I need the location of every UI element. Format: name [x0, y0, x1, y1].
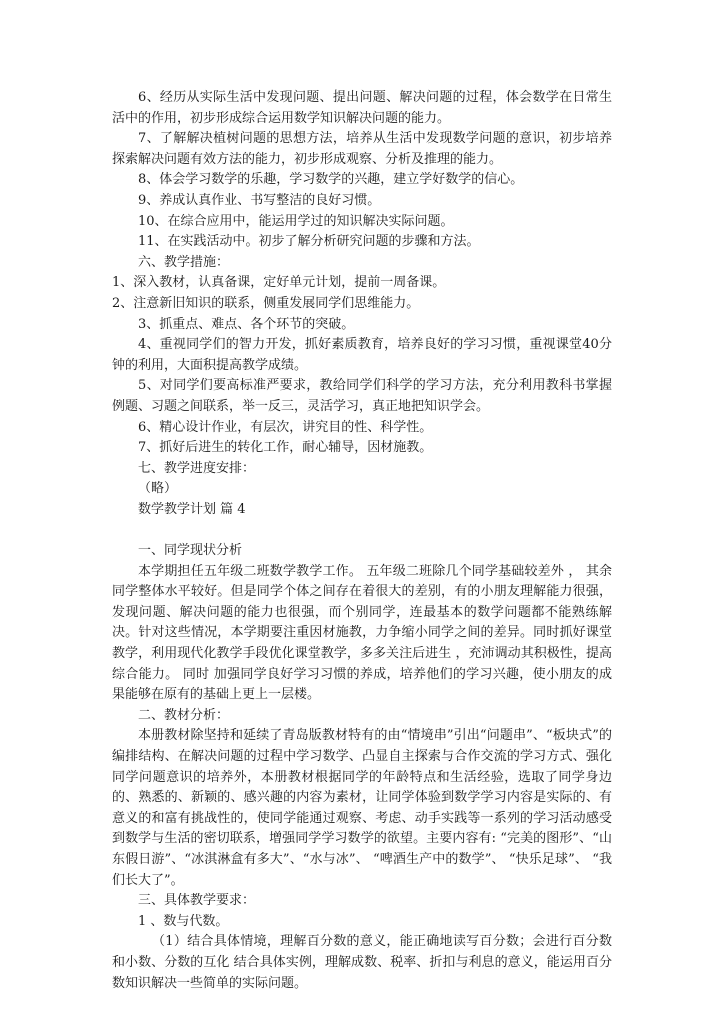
paragraph: 6、经历从实际生活中发现问题、提出问题、解决问题的过程，体会数学在日常生活中的作用，初步形成综合运用数学知识解决问题的能力。 [112, 90, 612, 126]
paragraph: 4、重视同学们的智力开发，抓好素质教育，培养良好的学习习惯，重视课堂40分钟的利用，大面积提高教学成绩。 [112, 337, 612, 373]
paragraph: 本册教材除坚持和延续了青岛版教材特有的由“情境串”引出“问题串”、“板块式”的编排结构、在解决问题的过程中学习数学、凸显自主探索与合作交流的学习方式、强化同学问题意识的培养外，本册教材根据同学的年龄特点和生活经验，选取了同学身边的、熟悉的、新颖的、感兴趣的内容为素材，让同学体验到数学学习内容是实际的、有意义的和富有挑战性的，使同学能通过观察、考虑、动手实践等一系列的学习活动感受到数学与生活的密切联系，增强同学学习数学的欲望。主要内容有: “完美的图形”、“山东假日游”、“冰淇淋盒有多大”、“水与冰”、 “啤酒生产中的数学”、 “快乐足球”、 “我们长大了”。 [112, 728, 612, 888]
section-heading: 六、教学措施： [138, 254, 230, 270]
subsection-heading: 1 、数与代数。 [138, 913, 229, 929]
section-heading: 二、教材分析： [138, 707, 230, 723]
paragraph: 10、在综合应用中，能运用学过的知识解决实际问题。 [138, 213, 454, 229]
paragraph: 5、对同学们要高标准严要求，教给同学们科学的学习方法，充分利用教科书掌握例题、习题之间联系，举一反三，灵活学习，真正地把知识学会。 [112, 378, 612, 414]
paragraph: 3、抓重点、难点、各个环节的突破。 [138, 316, 355, 332]
section-heading: 七、教学进度安排： [138, 460, 256, 476]
paragraph: （1）结合具体情境，理解百分数的意义，能正确地读写百分数；会进行百分数和小数、分数的互化 结合具体实例，理解成数、税率、折扣与利息的意义，能运用百分数知识解决一些简单的实际问题。 [112, 934, 612, 991]
document-body [112, 88, 612, 994]
section-heading: 三、具体教学要求： [138, 893, 256, 909]
paragraph: 2、注意新旧知识的联系，侧重发展同学们思维能力。 [112, 295, 420, 311]
paragraph: （略） [138, 481, 178, 497]
paragraph: 11、在实践活动中。初步了解分析研究问题的步骤和方法。 [138, 234, 480, 250]
paragraph: 7、了解解决植树问题的思想方法，培养从生活中发现数学问题的意识，初步培养探索解决问题有效方法的能力，初步形成观察、分析及推理的能力。 [112, 131, 612, 167]
paragraph: 8、体会学习数学的乐趣，学习数学的兴趣，建立学好数学的信心。 [138, 172, 524, 188]
document-title: 数学教学计划 篇 4 [138, 501, 246, 517]
paragraph: 7、抓好后进生的转化工作，耐心辅导，因材施教。 [138, 440, 433, 456]
paragraph: 6、精心设计作业，有层次，讲究目的性、科学性。 [138, 419, 433, 435]
section-heading: 一、同学现状分析 [138, 543, 243, 559]
paragraph: 1、深入教材，认真备课，定好单元计划，提前一周备课。 [112, 275, 446, 291]
paragraph: 9、养成认真作业、书写整洁的良好习惯。 [138, 192, 381, 208]
blank-line [112, 520, 612, 541]
paragraph: 本学期担任五年级二班数学教学工作。 五年级二班除几个同学基础较差外 ， 其余同学整体水平较好。但是同学个体之间存在着很大的差别，有的小朋友理解能力很强，发现问题、解决问题的能力也很强，而个别同学，连最基本的数学问题都不能熟练解决。针对这些情况，本学期要注重因材施教，力争缩小同学之间的差异。同时抓好课堂教学，利用现代化教学手段优化课堂教学，多多关注后进生 ，充沛调动其积极性，提高综合能力。 同时 加强同学良好学习习惯的养成，培养他们的学习兴趣，使小朋友的成果能够在原有的基础上更上一层楼。 [112, 563, 612, 703]
